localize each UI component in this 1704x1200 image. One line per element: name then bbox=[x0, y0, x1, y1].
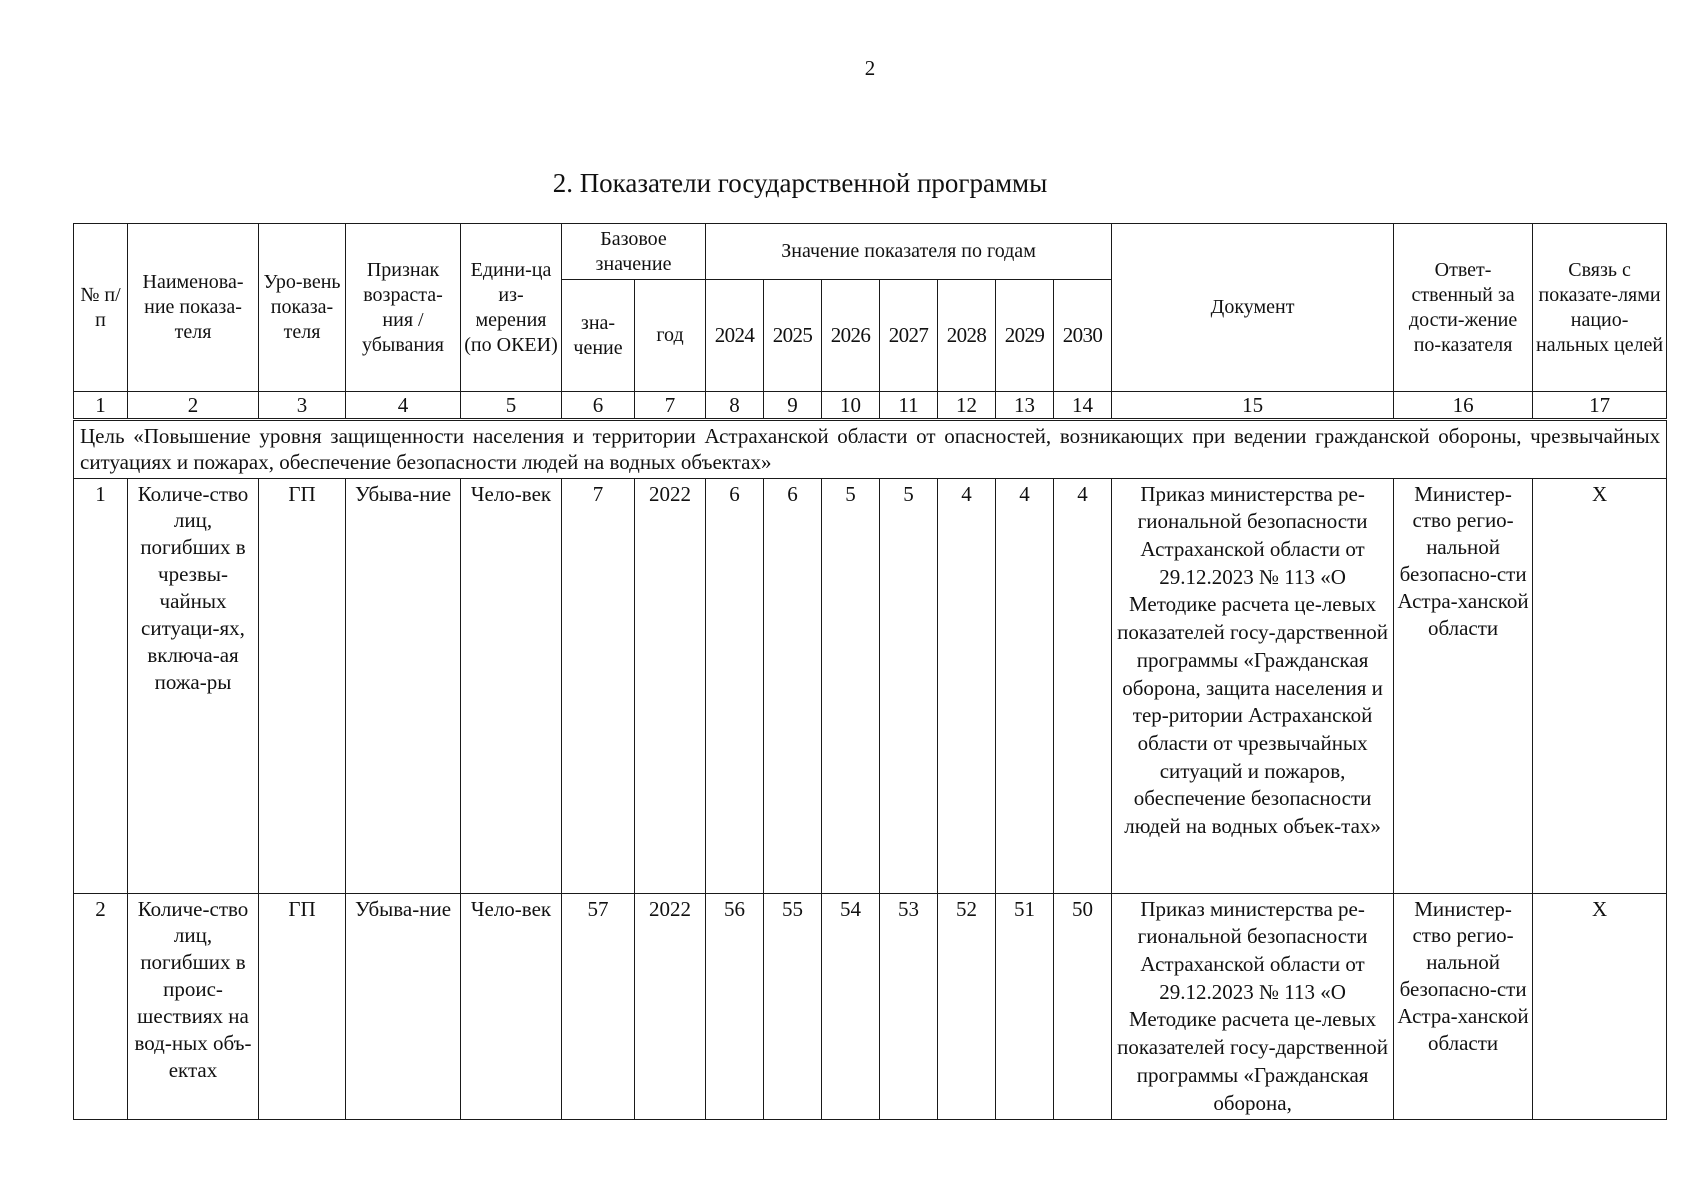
column-number: 11 bbox=[880, 392, 938, 420]
base-value: 57 bbox=[562, 893, 635, 1120]
year-value: 53 bbox=[880, 893, 938, 1120]
year-value: 54 bbox=[822, 893, 880, 1120]
column-number: 15 bbox=[1112, 392, 1394, 420]
header-trend: Признак возраста-ния / убывания bbox=[346, 224, 461, 392]
header-year: 2027 bbox=[880, 280, 938, 392]
table-row bbox=[74, 478, 1667, 893]
column-number: 2 bbox=[128, 392, 259, 420]
header-year: 2026 bbox=[822, 280, 880, 392]
header-base-group: Базовое значение bbox=[562, 224, 706, 280]
year-value: 56 bbox=[706, 893, 764, 1120]
header-name: Наименова-ние показа-теля bbox=[128, 224, 259, 392]
header-year: 2025 bbox=[764, 280, 822, 392]
national-goal-link: Х bbox=[1533, 478, 1667, 893]
indicator-trend: Убыва-ние bbox=[346, 893, 461, 1120]
section-title: 2. Показатели государственной программы bbox=[552, 168, 1048, 198]
year-value: 4 bbox=[938, 478, 996, 893]
column-number: 14 bbox=[1054, 392, 1112, 420]
table-row bbox=[74, 893, 1667, 1120]
header-base-year: год bbox=[635, 280, 706, 392]
header-year: 2030 bbox=[1054, 280, 1112, 392]
year-value: 55 bbox=[764, 893, 822, 1120]
column-number: 3 bbox=[259, 392, 346, 420]
national-goal-link: Х bbox=[1533, 893, 1667, 1120]
column-number: 4 bbox=[346, 392, 461, 420]
header-year: 2028 bbox=[938, 280, 996, 392]
header-base-value: зна-чение bbox=[562, 280, 635, 392]
column-number: 10 bbox=[822, 392, 880, 420]
column-number: 17 bbox=[1533, 392, 1667, 420]
row-num: 1 bbox=[74, 478, 128, 893]
column-number: 5 bbox=[461, 392, 562, 420]
indicator-unit: Чело-век bbox=[461, 893, 562, 1120]
header-unit: Едини-ца из-мерения (по ОКЕИ) bbox=[461, 224, 562, 392]
year-value: 52 bbox=[938, 893, 996, 1120]
header-year: 2024 bbox=[706, 280, 764, 392]
column-number: 16 bbox=[1394, 392, 1533, 420]
goal-text: Цель «Повышение уровня защищенности населения и территории Астраханской области от опасностей, возникающих при ведении гражданской обороны, чрезвычайных ситуациях и пожарах, обеспечение безопасности людей на водных объектах» bbox=[74, 420, 1667, 479]
base-value: 7 bbox=[562, 478, 635, 893]
column-number: 13 bbox=[996, 392, 1054, 420]
base-year: 2022 bbox=[635, 478, 706, 893]
header-num: № п/п bbox=[74, 224, 128, 392]
responsible-text: Министер-ство регио-нальной безопасно-сти Астра-ханской области bbox=[1394, 478, 1533, 893]
year-value: 4 bbox=[996, 478, 1054, 893]
column-numbers-row bbox=[74, 392, 1667, 420]
document-text: Приказ министерства ре-гиональной безопасности Астраханской области от 29.12.2023 № 113 «О Методике расчета це-левых показателей госу-дарственной программы «Гражданская оборона, bbox=[1112, 893, 1394, 1120]
responsible-text: Министер-ство регио-нальной безопасно-сти Астра-ханской области bbox=[1394, 893, 1533, 1120]
goal-row bbox=[74, 420, 1667, 479]
indicator-name: Количе-ство лиц, погибших в проис-шествиях на вод-ных объ-ектах bbox=[128, 893, 259, 1120]
year-value: 4 bbox=[1054, 478, 1112, 893]
indicators-table bbox=[73, 223, 1667, 1120]
header-link: Связь с показате-лями нацио-нальных целей bbox=[1533, 224, 1667, 392]
base-year: 2022 bbox=[635, 893, 706, 1120]
document-text: Приказ министерства ре-гиональной безопасности Астраханской области от 29.12.2023 № 113 «О Методике расчета це-левых показателей госу-дарственной программы «Гражданская оборона, защита населения и тер-ритории Астраханской области от чрезвычайных ситуаций и пожаров, обеспечение безопасности людей на водных объек-тах» bbox=[1112, 478, 1394, 893]
header-document: Документ bbox=[1112, 224, 1394, 392]
column-number: 12 bbox=[938, 392, 996, 420]
column-number: 8 bbox=[706, 392, 764, 420]
row-num: 2 bbox=[74, 893, 128, 1120]
year-value: 6 bbox=[706, 478, 764, 893]
indicator-level: ГП bbox=[259, 893, 346, 1120]
header-responsible: Ответ-ственный за дости-жение по-казателя bbox=[1394, 224, 1533, 392]
year-value: 5 bbox=[880, 478, 938, 893]
indicator-unit: Чело-век bbox=[461, 478, 562, 893]
column-number: 9 bbox=[764, 392, 822, 420]
header-row-1 bbox=[74, 224, 1667, 280]
year-value: 50 bbox=[1054, 893, 1112, 1120]
column-number: 6 bbox=[562, 392, 635, 420]
indicator-trend: Убыва-ние bbox=[346, 478, 461, 893]
indicator-level: ГП bbox=[259, 478, 346, 893]
column-number: 7 bbox=[635, 392, 706, 420]
year-value: 5 bbox=[822, 478, 880, 893]
year-value: 51 bbox=[996, 893, 1054, 1120]
header-year: 2029 bbox=[996, 280, 1054, 392]
indicator-name: Количе-ство лиц, погибших в чрезвы-чайных ситуаци-ях, включа-ая пожа-ры bbox=[128, 478, 259, 893]
column-number: 1 bbox=[74, 392, 128, 420]
year-value: 6 bbox=[764, 478, 822, 893]
header-years-group: Значение показателя по годам bbox=[706, 224, 1112, 280]
header-level: Уро-вень показа-теля bbox=[259, 224, 346, 392]
page-number: 2 bbox=[864, 56, 876, 80]
